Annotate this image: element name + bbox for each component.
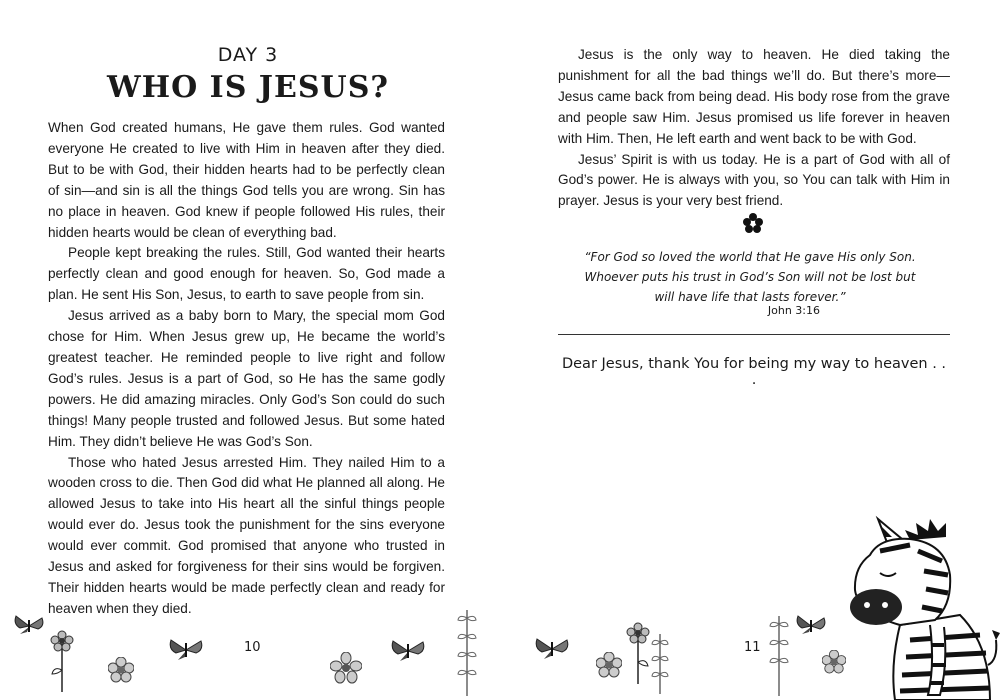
bible-verse: “For God so loved the world that He gave His only Son. Whoever puts his trust in God’s Son will not be lost but will have life that lasts forever.” — [584, 250, 916, 304]
divider-line — [558, 334, 950, 335]
paragraph: Jesus is the only way to heaven. He died taking the punishment for all the bad things we’ll do. But there’s more—Jesus came back from being dead. His body rose from the grave and people saw Him. Jesus promised us life forever in heaven with Him. Then, He left earth and went back to be with God. — [558, 47, 950, 146]
butterfly-icon — [390, 636, 426, 666]
body-text — [48, 118, 445, 620]
paragraph: Jesus’ Spirit is with us today. He is a part of God with all of God’s power. He is always with you, so You can talk with Him in prayer. Jesus is your very best friend. — [558, 151, 950, 209]
paragraph: Those who hated Jesus arrested Him. They nailed Him to a wooden cross to die. Then God did what He planned all along. He allowed Jesus to take into His heart all the sinful things people would ever do. Jesus took the punishment for the sins everyone would ever commit. God promised that anyone who trusted in Jesus and asked for forgiveness for their sins would be forgiven. Their hidden hearts would be made perfectly clean and ready for heaven when they died. — [48, 454, 445, 616]
flower-icon — [626, 622, 650, 684]
butterfly-icon — [534, 634, 570, 664]
flower-icon — [596, 652, 622, 678]
page-number: 10 — [244, 640, 261, 655]
plant-icon — [456, 606, 478, 696]
flower-icon — [743, 213, 763, 233]
paragraph: Jesus arrived as a baby born to Mary, the special mom God chose for Him. When Jesus grew up, He became the world’s greatest teacher. He reminded people to live right and follow God’s rules. Jesus is a part of God, so He has the same godly powers. He did amazing miracles. Only God’s Son could do such things! Many people trusted and followed Jesus. But some hated Him. They didn’t believe He was God’s Son. — [48, 308, 445, 449]
page-title: WHO IS JESUS? — [107, 70, 389, 105]
verse-reference: John 3:16 — [767, 304, 820, 317]
paragraph: When God created humans, He gave them rules. God wanted everyone He created to live with Him in heaven after they died. But to be with God, their hidden hearts had to be perfectly clean of sin—and sin is all the things God tells you are wrong. Sin has no place in heaven. God knew if people followed His rules, their hidden hearts would be clean of everything bad. — [48, 120, 445, 240]
butterfly-icon — [794, 612, 828, 640]
plant-icon — [650, 630, 670, 694]
flower-icon — [50, 630, 74, 692]
butterfly-icon — [12, 612, 46, 640]
flower-icon — [108, 657, 134, 683]
day-label: DAY 3 — [217, 44, 279, 66]
paragraph: People kept breaking the rules. Still, God wanted their hearts perfectly clean and good enough for heaven. So, God made a plan. He sent His Son, Jesus, to earth to save people from sin. — [48, 245, 445, 303]
prayer-prompt: Dear Jesus, thank You for being my way to heaven . . . — [561, 356, 947, 388]
flower-icon — [330, 652, 362, 684]
zebra-illustration — [840, 515, 1000, 700]
body-text — [558, 45, 950, 212]
butterfly-icon — [168, 635, 204, 665]
plant-icon — [768, 612, 790, 696]
right-page — [500, 0, 1000, 700]
page-number: 11 — [744, 640, 761, 655]
